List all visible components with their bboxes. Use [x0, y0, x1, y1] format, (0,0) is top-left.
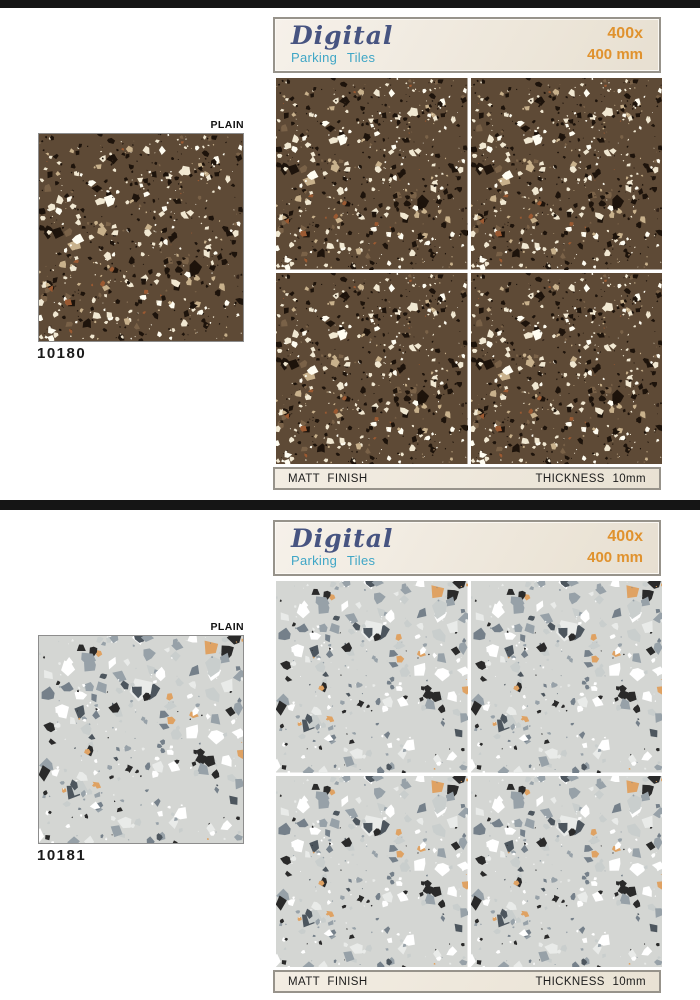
tile-cell [276, 78, 468, 270]
tile-cell [471, 273, 663, 465]
brand-logo-text: Digital [291, 20, 394, 50]
tile-size-line1: 400x [607, 25, 643, 43]
tile-swatch-10181 [38, 635, 244, 844]
tile-size-label [587, 23, 643, 65]
tile-swatch-10180 [38, 133, 244, 342]
top-separator-bar [0, 0, 700, 8]
tile-size-line2: 400 mm [587, 548, 643, 566]
tile-grid-10180 [276, 78, 662, 464]
thickness-spec: THICKNESS 10mm [535, 472, 646, 485]
brand-block [291, 20, 394, 66]
finish-type-label: PLAIN [210, 119, 244, 131]
thickness-spec: THICKNESS 10mm [535, 975, 646, 988]
tile-cell [471, 581, 663, 773]
finish-spec: MATT FINISH [288, 975, 368, 988]
tile-cell [471, 78, 663, 270]
tile-cell [471, 776, 663, 968]
brand-header-panel1 [273, 17, 661, 73]
tile-grid-10181 [276, 581, 662, 967]
finish-type-label: PLAIN [210, 621, 244, 633]
brand-subtitle: Parking Tiles [291, 553, 376, 569]
middle-separator-bar [0, 500, 700, 510]
finish-spec: MATT FINISH [288, 472, 368, 485]
tile-cell [276, 581, 468, 773]
brand-header-panel2 [273, 520, 661, 576]
spec-footer-panel2 [273, 970, 661, 993]
brand-logo-text: Digital [291, 523, 394, 553]
tile-size-line1: 400x [607, 528, 643, 546]
brand-subtitle: Parking Tiles [291, 50, 376, 66]
product-code-10181: 10181 [37, 847, 87, 864]
tile-cell [276, 776, 468, 968]
brand-block [291, 523, 394, 569]
tile-size-line2: 400 mm [587, 45, 643, 63]
tile-cell [276, 273, 468, 465]
spec-footer-panel1 [273, 467, 661, 490]
tile-size-label [587, 526, 643, 568]
product-code-10180: 10180 [37, 345, 87, 362]
